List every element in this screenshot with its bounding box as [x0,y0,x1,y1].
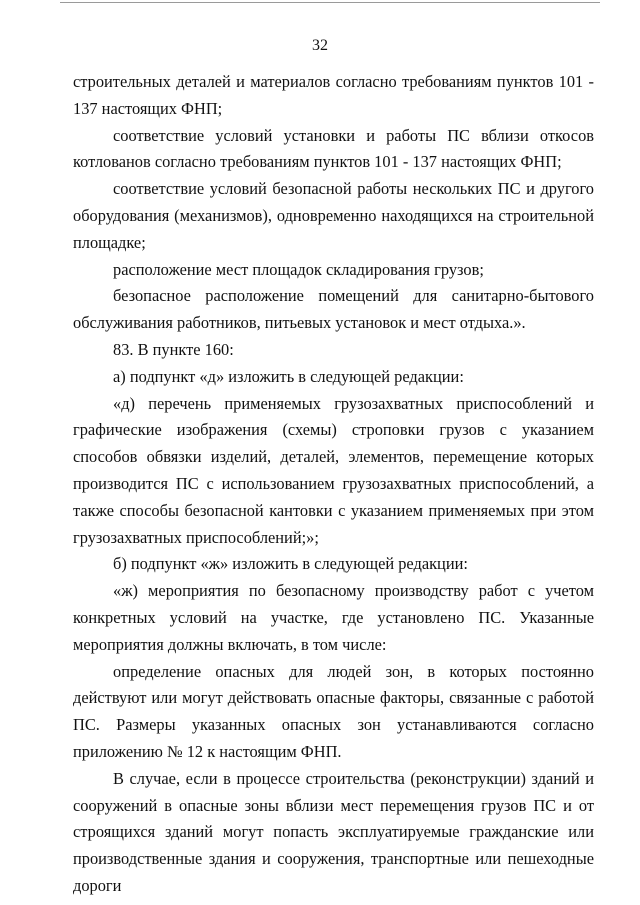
document-body [73,69,594,900]
paragraph-6: 83. В пункте 160: [113,339,234,359]
paragraph-2: соответствие условий установки и работы ПС вблизи откосов котлованов согласно требованиям пунктов 101 - 137 настоящих ФНП; [73,125,594,172]
paragraph-7: а) подпункт «д» изложить в следующей редакции: [113,366,464,386]
paragraph-10: «ж) мероприятия по безопасному производству работ с учетом конкретных условий на участке, где установлено ПС. Указанные мероприятия должны включать, в том числе: [73,581,594,654]
paragraph-3: соответствие условий безопасной работы нескольких ПС и другого оборудования (механизмов), одновременно находящихся на строительной площадке; [73,179,594,252]
paragraph-11: определение опасных для людей зон, в которых постоянно действуют или могут действовать опасные факторы, связанные с работой ПС. Размеры указанных опасных зон устанавливаются согласно приложению № 12 к настоящим ФНП. [73,661,594,761]
paragraph-9: б) подпункт «ж» изложить в следующей редакции: [113,554,468,574]
page-number: 32 [312,37,328,54]
paragraph-5: безопасное расположение помещений для санитарно-бытового обслуживания работников, питьевых установок и мест отдыха.». [73,286,594,333]
top-scan-line [60,2,600,3]
paragraph-12: В случае, если в процессе строительства (реконструкции) зданий и сооружений в опасные зоны вблизи мест перемещения грузов ПС и от строящихся зданий могут попасть эксплуатируемые гражданские или производственные здания и сооружения, транспортные или пешеходные дороги [73,768,594,895]
paragraph-4: расположение мест площадок складирования грузов; [113,259,484,279]
paragraph-1: строительных деталей и материалов согласно требованиям пунктов 101 - 137 настоящих ФНП; [73,72,594,118]
paragraph-8: «д) перечень применяемых грузозахватных приспособлений и графические изображения (схемы) строповки грузов с указанием способов обвязки изделий, деталей, элементов, перемещение которых производится ПС с использованием грузозахватных приспособлений, а также способы безопасной кантовки с указанием применяемых при этом грузозахватных приспособлений;»; [73,393,594,547]
